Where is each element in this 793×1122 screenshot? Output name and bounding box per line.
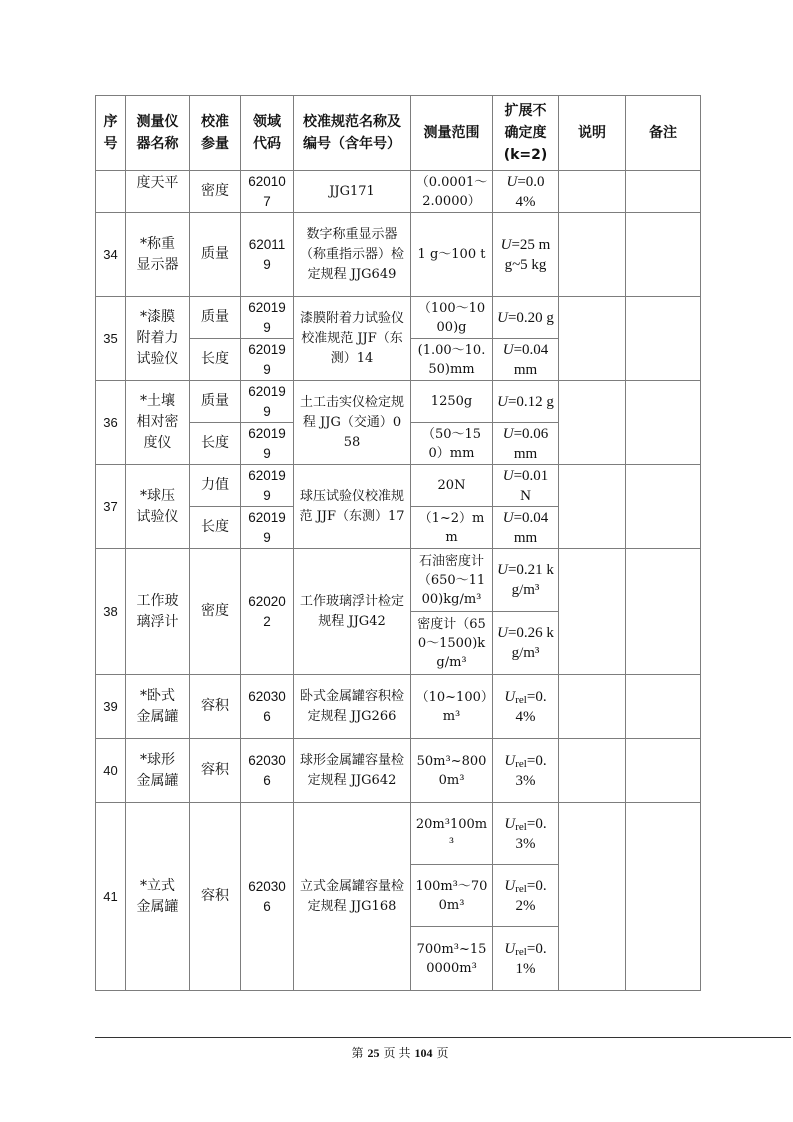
cell-note [559,297,626,381]
cell-remark [626,171,701,213]
cell-instrument: *漆膜附着力试验仪 [126,297,190,381]
uncertainty-value: =0.04 mm [513,341,549,378]
cell-uncertainty [493,549,559,612]
table-row [96,675,701,739]
cell-remark [626,213,701,297]
uncertainty-symbol: U [500,236,512,253]
uncertainty-value: =0.26 kg/m³ [507,625,554,661]
cell-uncertainty [493,927,559,991]
footer-suffix: 页 [436,1046,449,1060]
cell-range: 石油密度计（650～1100)kg/m³ [411,549,493,612]
cell-parameter: 容积 [190,803,241,991]
cell-range: （50～150）mm [411,423,493,465]
footer-prefix: 第 [351,1046,364,1060]
footer-page-number: 25 [367,1046,380,1060]
cell-parameter: 质量 [190,213,241,297]
cell-range: 1250g [411,381,493,423]
cell-field-code: 620107 [241,171,294,213]
cell-remark [626,739,701,803]
uncertainty-symbol: U [497,309,508,326]
footer-total-pages: 104 [414,1046,433,1060]
cell-field-code: 620199 [241,339,294,381]
cell-instrument: *土壤相对密度仪 [126,381,190,465]
cell-remark [626,803,701,991]
uncertainty-symbol: U [502,341,514,358]
uncertainty-symbol: U [497,562,508,578]
uncertainty-subscript: rel [515,945,527,958]
cell-range: （10~100）m³ [411,675,493,739]
cell-spec: 球形金属罐容量检定规程 JJG642 [294,739,411,803]
cell-uncertainty [493,507,559,549]
header-index: 序号 [96,96,126,171]
cell-uncertainty [493,297,559,339]
cell-note [559,675,626,739]
cell-uncertainty [493,465,559,507]
uncertainty-symbol: U [506,173,518,190]
uncertainty-symbol: U [502,425,514,442]
cell-uncertainty [493,865,559,927]
cell-field-code: 620202 [241,549,294,675]
cell-uncertainty [493,803,559,865]
uncertainty-value: =25 mg~5 kg [504,236,551,273]
cell-note [559,465,626,549]
cell-note [559,171,626,213]
calibration-capability-table [95,95,701,991]
uncertainty-symbol: U [502,467,514,484]
cell-parameter: 长度 [190,423,241,465]
table-row [96,549,701,612]
table-header-row [96,96,701,171]
cell-field-code: 620199 [241,381,294,423]
table-row [96,803,701,865]
cell-range: 700m³~150000m³ [411,927,493,991]
cell-uncertainty [493,739,559,803]
cell-uncertainty [493,213,559,297]
table-row [96,213,701,297]
uncertainty-symbol: U [497,625,508,641]
cell-range: （1~2）mm [411,507,493,549]
cell-uncertainty [493,339,559,381]
page-footer [300,1044,500,1061]
header-parameter: 校准参量 [190,96,241,171]
cell-remark [626,465,701,549]
cell-range: 20m³100m³ [411,803,493,865]
uncertainty-symbol: U [497,393,508,410]
table-row [96,297,701,339]
cell-spec: 土工击实仪检定规程 JJG（交通）058 [294,381,411,465]
cell-range: 密度计（650～1500)kg/m³ [411,612,493,675]
cell-instrument: 工作玻璃浮计 [126,549,190,675]
cell-parameter: 长度 [190,507,241,549]
cell-note [559,381,626,465]
cell-spec: 工作玻璃浮计检定规程 JJG42 [294,549,411,675]
header-uncertainty-k: (k=2) [503,147,548,163]
cell-instrument: *球压试验仪 [126,465,190,549]
cell-range: (1.00～10.50)mm [411,339,493,381]
cell-instrument: *立式金属罐 [126,803,190,991]
uncertainty-symbol: U [504,940,516,957]
cell-field-code: 620306 [241,739,294,803]
uncertainty-value: =0.06 mm [513,425,549,462]
header-spec: 校准规范名称及编号（含年号） [294,96,411,171]
cell-field-code: 620199 [241,297,294,339]
cell-spec: 漆膜附着力试验仪校准规范 JJF（东测）14 [294,297,411,381]
uncertainty-value: =0.4% [515,688,547,725]
header-uncertainty-label: 扩展不确定度 [504,103,547,141]
cell-index: 36 [96,381,126,465]
cell-remark [626,549,701,675]
uncertainty-value: =0.2% [515,877,547,914]
uncertainty-value: =0.12 g [507,393,554,410]
cell-field-code: 620199 [241,465,294,507]
uncertainty-subscript: rel [515,757,527,770]
uncertainty-value: =0.1% [515,940,547,977]
cell-remark [626,675,701,739]
header-instrument: 测量仪器名称 [126,96,190,171]
cell-parameter: 质量 [190,297,241,339]
cell-uncertainty [493,171,559,213]
cell-parameter: 容积 [190,675,241,739]
cell-spec: 数字称重显示器（称重指示器）检定规程 JJG649 [294,213,411,297]
table-row [96,739,701,803]
cell-remark [626,381,701,465]
cell-spec: 立式金属罐容量检定规程 JJG168 [294,803,411,991]
uncertainty-value: =0.04 mm [513,509,549,546]
cell-parameter: 长度 [190,339,241,381]
footer-middle: 页 共 [383,1046,411,1060]
cell-uncertainty [493,612,559,675]
uncertainty-value: =0.01 N [513,467,549,504]
cell-index: 40 [96,739,126,803]
cell-spec: 卧式金属罐容积检定规程 JJG266 [294,675,411,739]
cell-field-code: 620306 [241,803,294,991]
uncertainty-value: =0.3% [515,752,547,789]
header-uncertainty [493,96,559,171]
header-remark: 备注 [626,96,701,171]
cell-index: 34 [96,213,126,297]
uncertainty-symbol: U [504,815,516,832]
table-row [96,381,701,423]
cell-spec: JJG171 [294,171,411,213]
cell-range: 100m³～700m³ [411,865,493,927]
cell-index: 38 [96,549,126,675]
cell-instrument: *球形金属罐 [126,739,190,803]
cell-remark [626,297,701,381]
cell-instrument: *称重显示器 [126,213,190,297]
uncertainty-value: =0.04% [515,173,545,210]
header-field-code: 领域代码 [241,96,294,171]
uncertainty-symbol: U [504,688,516,705]
table-row [96,171,701,213]
uncertainty-subscript: rel [515,882,527,895]
cell-instrument: 度天平 [126,171,190,213]
cell-field-code: 620199 [241,423,294,465]
cell-note [559,549,626,675]
uncertainty-subscript: rel [515,820,527,833]
cell-parameter: 密度 [190,549,241,675]
uncertainty-symbol: U [504,752,516,769]
cell-parameter: 质量 [190,381,241,423]
uncertainty-symbol: U [502,509,514,526]
cell-range: 20N [411,465,493,507]
uncertainty-value: =0.20 g [507,309,554,326]
cell-parameter: 密度 [190,171,241,213]
cell-field-code: 620119 [241,213,294,297]
cell-spec: 球压试验仪校准规范 JJF（东测）17 [294,465,411,549]
cell-range: 50m³~8000m³ [411,739,493,803]
cell-index [96,171,126,213]
cell-range: （100～1000)g [411,297,493,339]
cell-parameter: 力值 [190,465,241,507]
cell-note [559,213,626,297]
footer-divider [95,1037,791,1038]
header-range: 测量范围 [411,96,493,171]
uncertainty-value: =0.21 kg/m³ [507,562,554,598]
uncertainty-subscript: rel [515,693,527,706]
cell-range: （0.0001～2.0000） [411,171,493,213]
cell-index: 39 [96,675,126,739]
header-note: 说明 [559,96,626,171]
cell-parameter: 容积 [190,739,241,803]
cell-index: 41 [96,803,126,991]
cell-field-code: 620199 [241,507,294,549]
cell-note [559,739,626,803]
cell-uncertainty [493,381,559,423]
cell-uncertainty [493,675,559,739]
uncertainty-symbol: U [504,877,516,894]
cell-uncertainty [493,423,559,465]
table-row [96,465,701,507]
uncertainty-value: =0.3% [515,815,547,852]
cell-index: 35 [96,297,126,381]
cell-note [559,803,626,991]
cell-range: 1 g～100 t [411,213,493,297]
cell-index: 37 [96,465,126,549]
cell-field-code: 620306 [241,675,294,739]
cell-instrument: *卧式金属罐 [126,675,190,739]
